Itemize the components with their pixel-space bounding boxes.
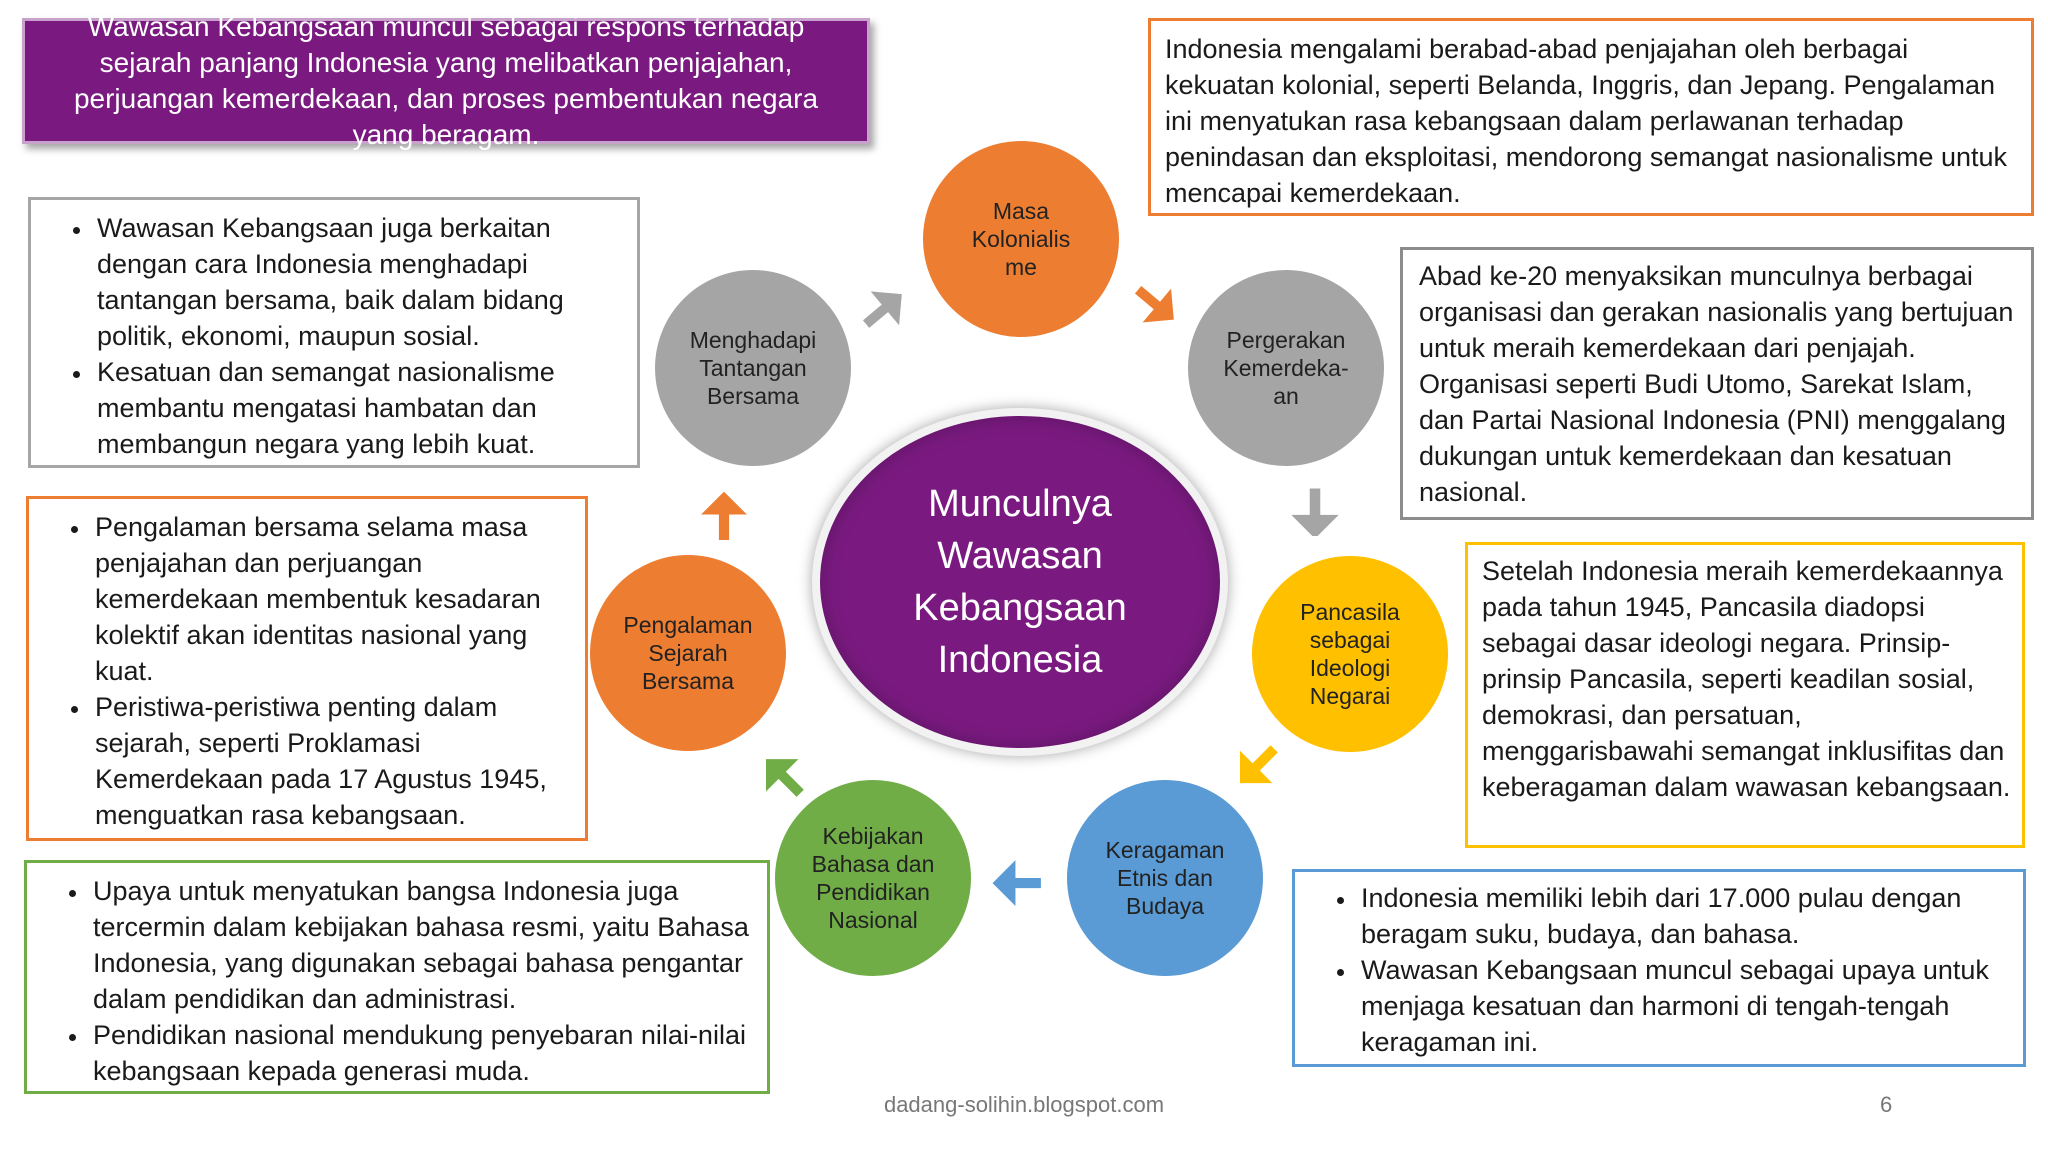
- shared-history-textbox: [26, 496, 588, 841]
- node-movement: [1188, 270, 1384, 466]
- footer-website: dadang-solihin.blogspot.com: [883, 1092, 1165, 1117]
- intro-text: Wawasan Kebangsaan muncul sebagai respons terhadap sejarah panjang Indonesia yang melibatkan penjajahan, perjuangan kemerdekaan, dan proses pembentukan negara yang beragam.: [73, 11, 819, 150]
- node-diversity-label: Keragaman Etnis dan Budaya: [1105, 837, 1225, 919]
- pancasila-textbox: [1465, 542, 2025, 848]
- arrow-to-challenges-icon: [696, 484, 752, 540]
- center-circle: [812, 408, 1228, 756]
- arrow-to-diversity-icon: [1230, 732, 1286, 788]
- challenges-textbox: [28, 197, 640, 468]
- node-colonial-label: Masa Kolonialis me: [971, 198, 1071, 280]
- diversity-bullet-1: • Indonesia memiliki lebih dari 17.000 pulau dengan beragam suku, budaya, dan bahasa.: [1357, 880, 2013, 952]
- challenges-bullet-2: • Kesatuan dan semangat nasionalisme membantu mengatasi hambatan dan membangun negara yang lebih kuat.: [93, 354, 627, 462]
- shared-bullet-2: • Peristiwa-peristiwa penting dalam sejarah, seperti Proklamasi Kemerdekaan pada 17 Agustus 1945, menguatkan rasa kebangsaan.: [91, 689, 575, 833]
- movement-textbox: [1400, 247, 2034, 520]
- movement-text: Abad ke-20 menyaksikan munculnya berbagai organisasi dan gerakan nasionalis yang bertujuan untuk meraih kemerdekaan dari penjajah. Organisasi seperti Budi Utomo, Sarekat Islam, dan Partai Nasional Indonesia (PNI) menggalang dukungan untuk kemerdekaan dan kesatuan nasional.: [1419, 261, 2014, 507]
- language-policy-textbox: [24, 860, 770, 1094]
- arrow-to-colonial-icon: [856, 278, 910, 332]
- pancasila-text: Setelah Indonesia meraih kemerdekaannya pada tahun 1945, Pancasila diadopsi sebagai dasar ideologi negara. Prinsip-prinsip Pancasila, seperti keadilan sosial, demokrasi, dan persatuan, menggarisbawahi semangat inklusifitas dan keberagaman dalam wawasan kebangsaan.: [1482, 556, 2011, 802]
- language-bullet-1: • Upaya untuk menyatukan bangsa Indonesia juga tercermin dalam kebijakan bahasa resmi, yaitu Bahasa Indonesia, yang digunakan sebagai bahasa pengantar dalam pendidikan dan administrasi.: [89, 873, 757, 1017]
- node-language: [775, 780, 971, 976]
- node-movement-label: Pergerakan Kemerdeka- an: [1223, 327, 1349, 409]
- center-title: Munculnya Wawasan Kebangsaan Indonesia: [913, 483, 1127, 681]
- node-shared-label: Pengalaman Sejarah Bersama: [623, 612, 753, 694]
- node-language-label: Kebijakan Bahasa dan Pendidikan Nasional: [811, 823, 935, 933]
- language-bullet-2: • Pendidikan nasional mendukung penyebaran nilai-nilai kebangsaan kepada generasi muda.: [89, 1017, 757, 1089]
- node-diversity: [1067, 780, 1263, 976]
- node-shared: [590, 555, 786, 751]
- node-challenges: [655, 270, 851, 466]
- node-pancasila: [1252, 556, 1448, 752]
- colonial-textbox: [1148, 18, 2034, 216]
- arrow-to-movement-icon: [1128, 272, 1182, 326]
- arrow-to-language-icon: [990, 850, 1046, 906]
- challenges-bullet-1: • Wawasan Kebangsaan juga berkaitan dengan cara Indonesia menghadapi tantangan bersama, baik dalam bidang politik, ekonomi, maupun sosial.: [93, 210, 627, 354]
- slide-number: 6: [1880, 1092, 1893, 1117]
- intro-banner: [22, 11, 870, 150]
- arrow-to-pancasila-icon: [1286, 478, 1344, 536]
- node-colonial: [923, 141, 1119, 337]
- colonial-text: Indonesia mengalami berabad-abad penjajahan oleh berbagai kekuatan kolonial, seperti Belanda, Inggris, dan Jepang. Pengalaman ini menyatukan rasa kebangsaan dalam perlawanan terhadap penindasan dan eksploitasi, mendorong semangat nasionalisme untuk mencapai kemerdekaan.: [1165, 34, 2008, 208]
- node-challenges-label: Menghadapi Tantangan Bersama: [689, 327, 817, 409]
- shared-bullet-1: • Pengalaman bersama selama masa penjajahan dan perjuangan kemerdekaan membentuk kesadaran kolektif akan identitas nasional yang kuat.: [91, 509, 575, 689]
- node-pancasila-label: Pancasila sebagai Ideologi Negarai: [1300, 599, 1400, 709]
- diversity-bullet-2: • Wawasan Kebangsaan muncul sebagai upaya untuk menjaga kesatuan dan harmoni di tengah-tengah keragaman ini.: [1357, 952, 2013, 1060]
- arrow-to-shared-icon: [756, 744, 812, 800]
- diversity-textbox: [1292, 869, 2026, 1067]
